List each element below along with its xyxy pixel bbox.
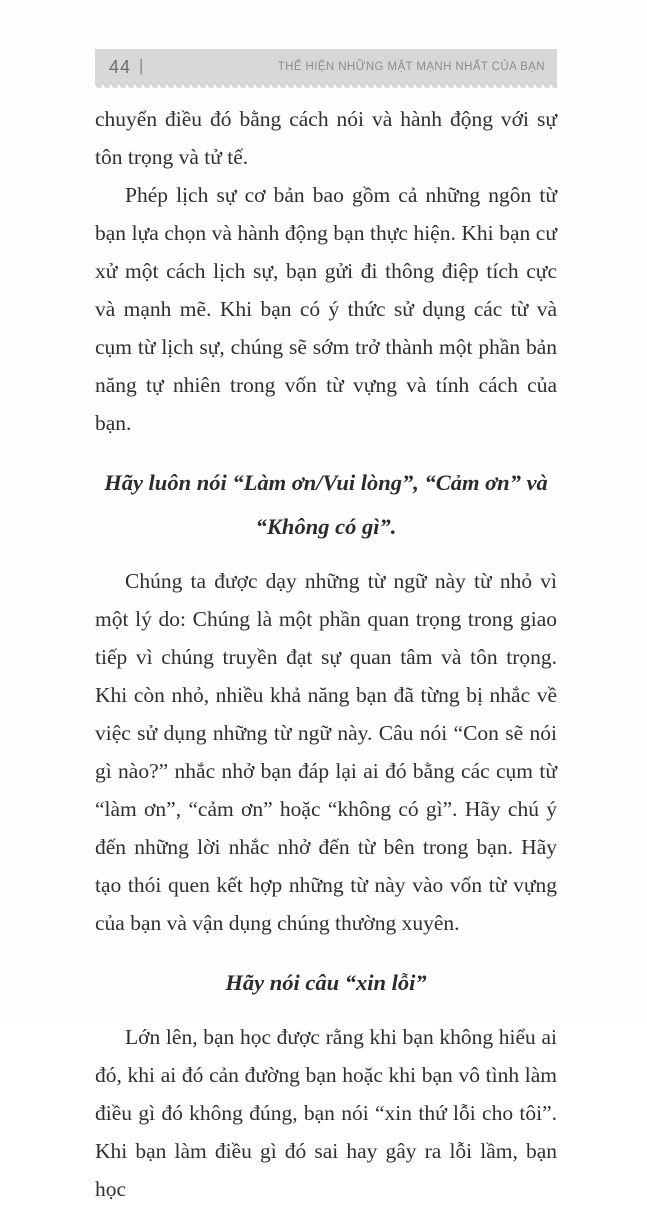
running-header [95, 49, 557, 85]
section-heading: Hãy nói câu “xin lỗi” [225, 970, 427, 995]
header-divider: | [139, 56, 144, 75]
paragraph: Lớn lên, bạn học được rằng khi bạn không hiểu ai đó, khi ai đó cản đường bạn hoặc khi bạn vô tình làm điều gì đó không đúng, bạn nói “xin thứ lỗi cho tôi”. Khi bạn làm điều gì đó sai hay gây ra lỗi lầm, bạn học [95, 1025, 557, 1201]
paragraph: Chúng ta được dạy những từ ngữ này từ nhỏ vì một lý do: Chúng là một phần quan trọng trong giao tiếp vì chúng truyền đạt sự quan tâm và tôn trọng. Khi còn nhỏ, nhiều khả năng bạn đã từng bị nhắc về việc sử dụng những từ ngữ này. Câu nói “Con sẽ nói gì nào?” nhắc nhở bạn đáp lại ai đó bằng các cụm từ “làm ơn”, “cảm ơn” hoặc “không có gì”. Hãy chú ý đến những lời nhắc nhở đến từ bên trong bạn. Hãy tạo thói quen kết hợp những từ này vào vốn từ vựng của bạn và vận dụng chúng thường xuyên. [95, 569, 557, 935]
page-body [95, 100, 557, 1208]
page-number: 44 [109, 56, 132, 77]
paragraph: chuyển điều đó bằng cách nói và hành động với sự tôn trọng và tử tế. [95, 107, 557, 169]
running-title: THỂ HIỆN NHỮNG MẶT MẠNH NHẤT CỦA BẠN [277, 61, 545, 73]
paragraph: Phép lịch sự cơ bản bao gồm cả những ngôn từ bạn lựa chọn và hành động bạn thực hiện. Khi bạn cư xử một cách lịch sự, bạn gửi đi thông điệp tích cực và mạnh mẽ. Khi bạn có ý thức sử dụng các từ và cụm từ lịch sự, chúng sẽ sớm trở thành một phần bản năng tự nhiên trong vốn từ vựng và tính cách của bạn. [95, 183, 557, 435]
page-number-group [109, 57, 143, 78]
section-heading: Hãy luôn nói “Làm ơn/Vui lòng”, “Cảm ơn” và “Không có gì”. [104, 470, 548, 539]
